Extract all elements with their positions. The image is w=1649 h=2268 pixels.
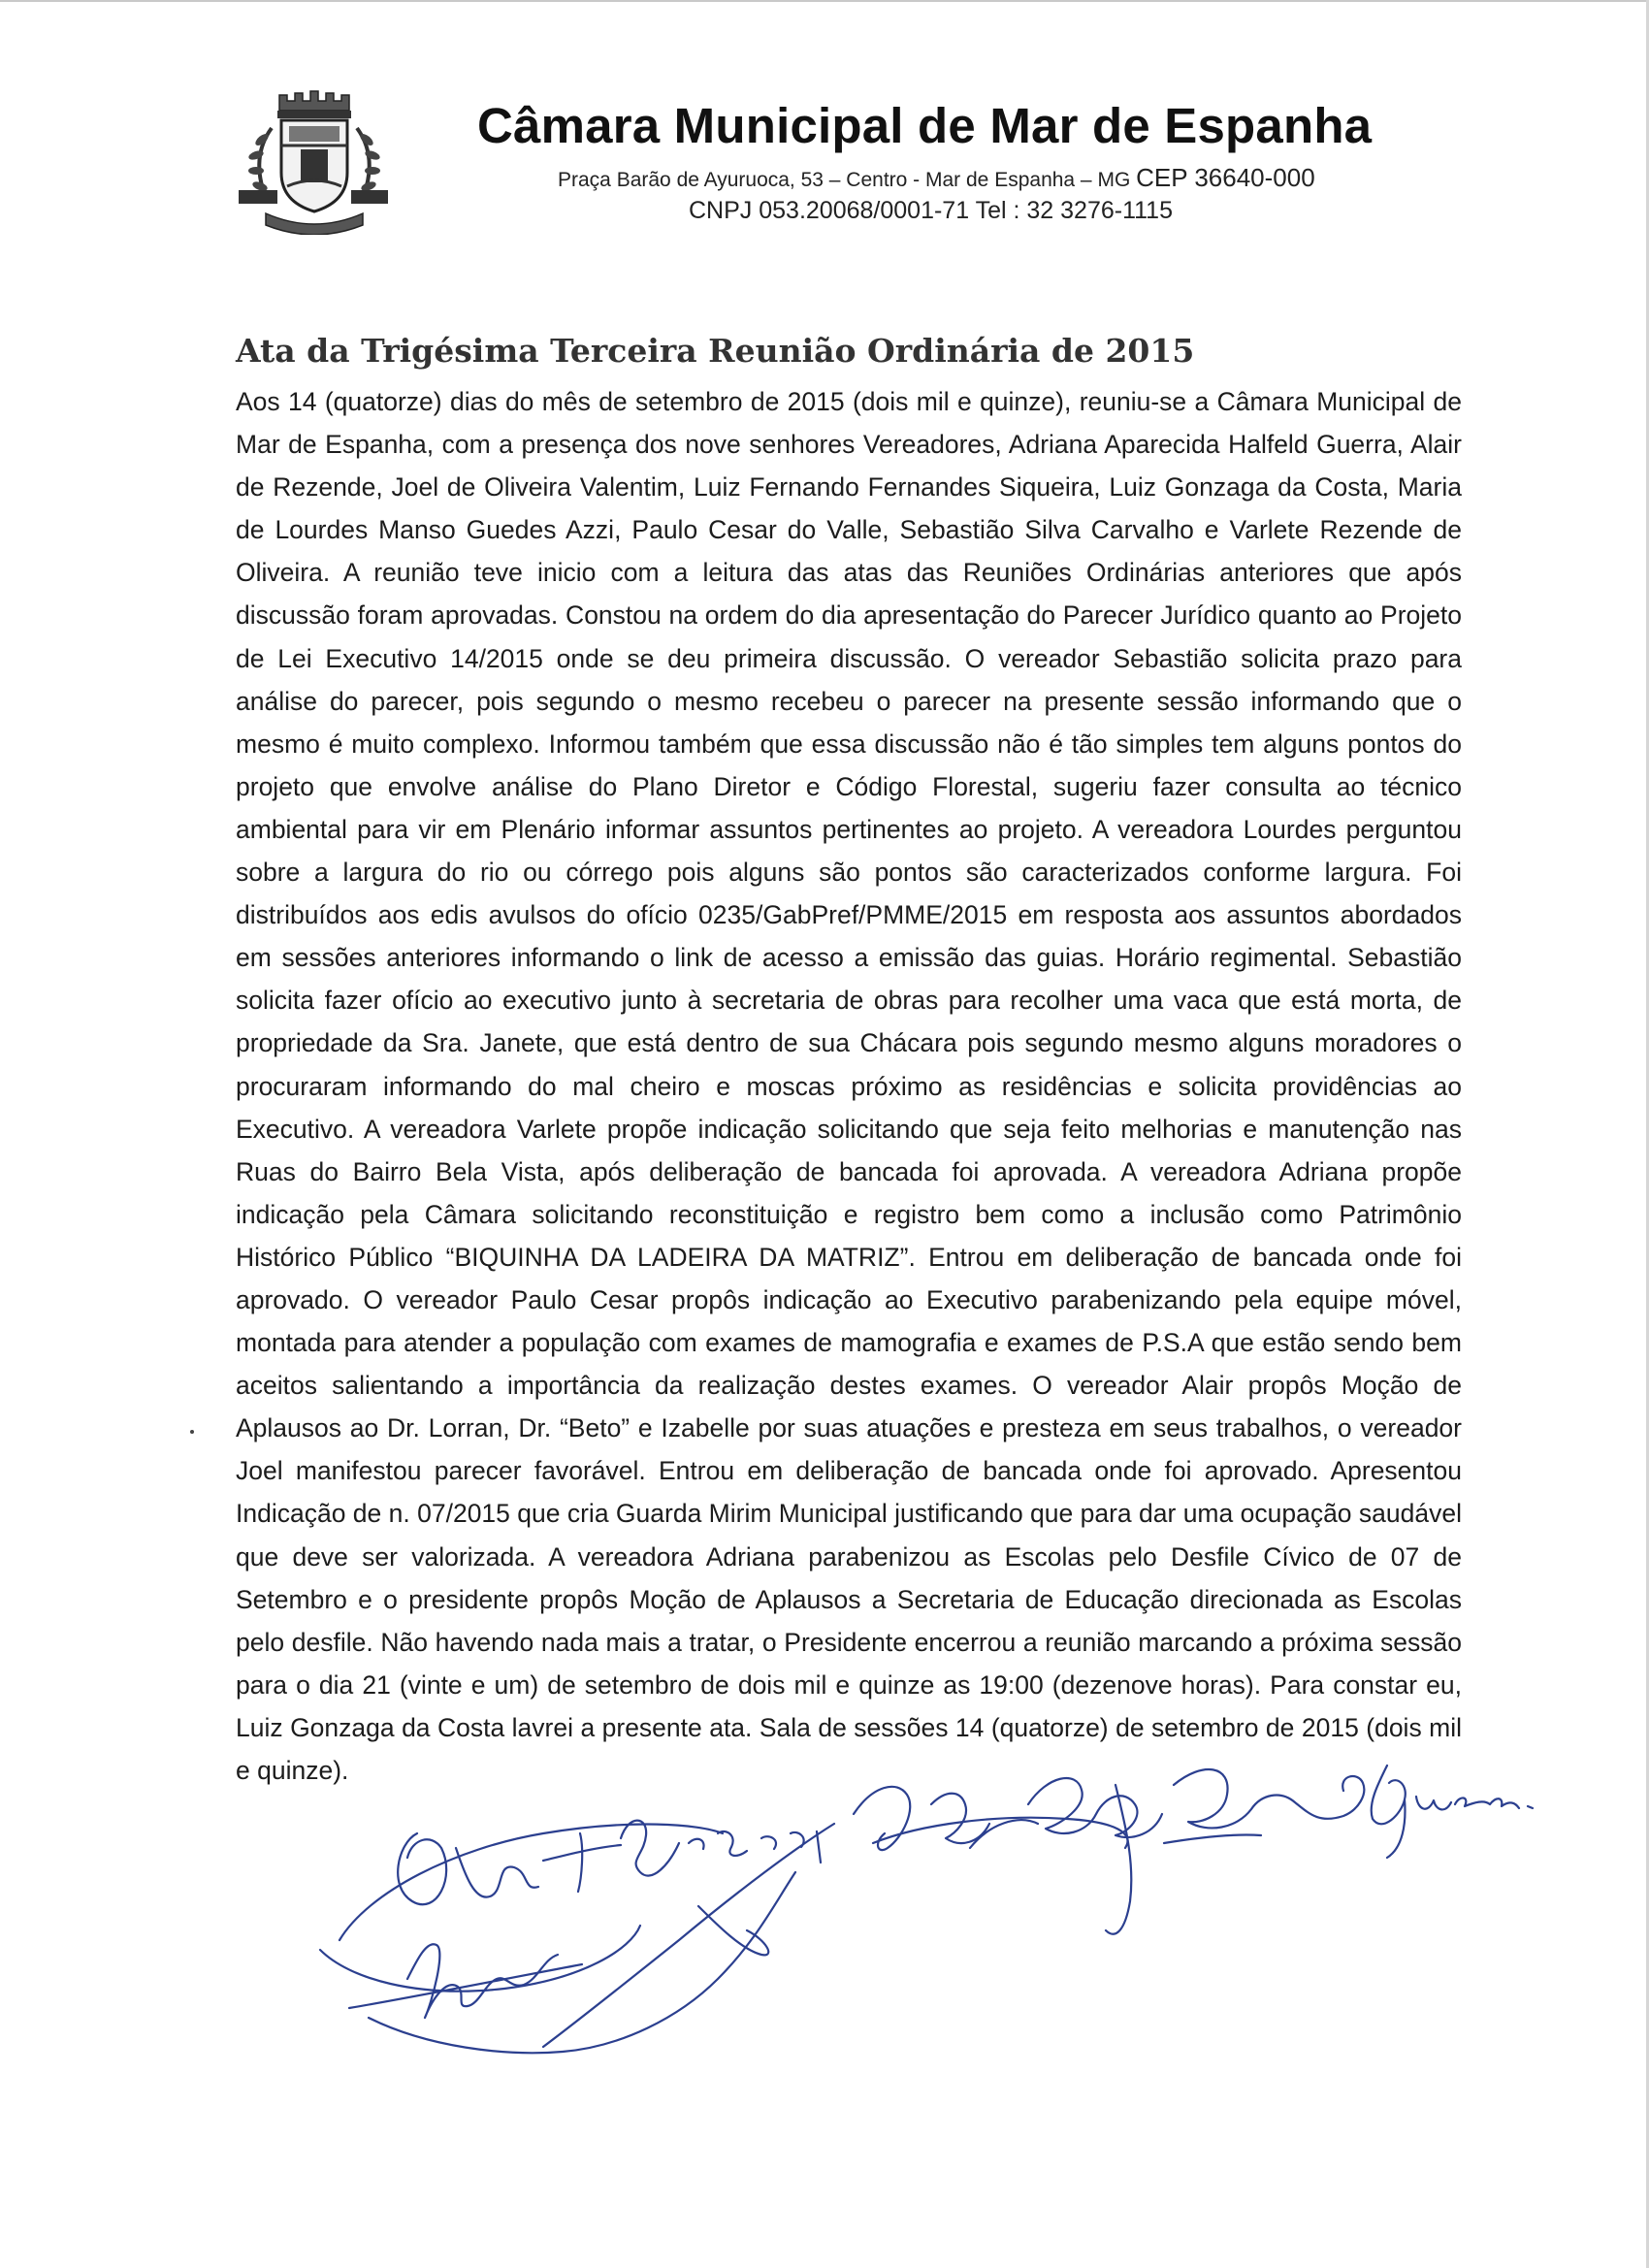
signature-stroke (621, 1821, 679, 1876)
document-title: Ata da Trigésima Terceira Reunião Ordinária de 2015 (236, 332, 1195, 370)
institution-name: Câmara Municipal de Mar de Espanha (477, 98, 1373, 153)
signature-stroke (1106, 1785, 1131, 1934)
signature-stroke (970, 1820, 1038, 1848)
institution-address (558, 163, 1315, 193)
signature-stroke (398, 1833, 446, 1904)
signature-stroke (931, 1794, 989, 1843)
signature-stroke (349, 1964, 582, 2008)
signature-stroke (698, 1906, 768, 1955)
institution-contact: CNPJ 053.20068/0001-71 Tel : 32 3276-1115 (689, 197, 1173, 224)
scan-edge (0, 0, 1649, 2)
signature-stroke (543, 1833, 621, 1892)
document-body: Aos 14 (quatorze) dias do mês de setembro de 2015 (dois mil e quinze), reuniu-se a Câmara Municipal de Mar de Espanha, com a presença dos nove senhores Vereadores, Adriana Aparecida Halfeld Guerra, Alair de Rezende, Joel de Oliveira Valentim, Luiz Fernando Fernandes Siqueira, Luiz Gonzaga da Costa, Maria de Lourdes Manso Guedes Azzi, Paulo Cesar do Valle, Sebastião Silva Carvalho e Varlete Rezende de Oliveira. A reunião teve inicio com a leitura das atas das Reuniões Ordinárias anteriores que após discussão foram aprovadas. Constou na ordem do dia apresentação do Parecer Jurídico quanto ao Projeto de Lei Executivo 14/2015 onde se deu primeira discussão. O vereador Sebastião solicita prazo para análise do parecer, pois segundo o mesmo recebeu o parecer na presente sessão informando que o mesmo é muito complexo. Informou também que essa discussão não é tão simples tem alguns pontos do projeto que envolve análise do Plano Diretor e Código Florestal, sugeriu fazer consulta ao técnico ambiental para vir em Plenário informar assuntos pertinentes ao projeto. A vereadora Lourdes perguntou sobre a largura do rio ou córrego pois alguns são pontos são caracterizados conforme largura. Foi distribuídos aos edis avulsos do ofício 0235/GabPref/PMME/2015 em resposta aos assuntos abordados em sessões anteriores informando o link de acesso a emissão das guias. Horário regimental. Sebastião solicita fazer ofício ao executivo junto à secretaria de obras para recolher uma vaca que está morta, de propriedade da Sra. Janete, que está dentro de sua Chácara pois segundo mesmo alguns moradores o procuraram informando do mal cheiro e moscas próximo as residências e solicita providências ao Executivo. A vereadora Varlete propõe indicação solicitando que seja feito melhorias e manutenção nas Ruas do Bairro Bela Vista, após deliberação de bancada foi aprovada. A vereadora Adriana propõe indicação pela Câmara solicitando reconstituição e registro bem como a inclusão como Patrimônio Histórico Público “BIQUINHA DA LADEIRA DA MATRIZ”. Entrou em deliberação de bancada onde foi aprovado. O vereador Paulo Cesar propôs indicação ao Executivo parabenizando pela equipe móvel, montada para atender a população com exames de mamografia e exames de P.S.A que estão sendo bem aceitos salientando a importância da realização destes exames. O vereador Alair propôs Moção de Aplausos ao Dr. Lorran, Dr. “Beto” e Izabelle por suas atuações e presteza em seus trabalhos, o vereador Joel manifestou parecer favorável. Entrou em deliberação de bancada onde foi aprovado. Apresentou Indicação de n. 07/2015 que cria Guarda Mirim Municipal justificando que para dar uma ocupação saudável que deve ser valorizada. A vereadora Adriana parabenizou as Escolas pelo Desfile Cívico de 07 de Setembro e o presidente propôs Moção de Aplausos a Secretaria de Educação direcionada as Escolas pelo desfile. Não havendo nada mais a tratar, o Presidente encerrou a reunião marcando a próxima sessão para o dia 21 (vinte e um) de setembro de dois mil e quinze as 19:00 (dezenove horas). Para constar eu, Luiz Gonzaga da Costa lavrei a presente ata. Sala de sessões 14 (quatorze) de setembro de 2015 (dois mil e quinze). (236, 387, 1462, 1785)
municipal-coat-of-arms-icon (233, 89, 388, 235)
signature-stroke (407, 1944, 558, 2018)
signature-stroke (320, 1926, 640, 1992)
postal-code: CEP 36640-000 (1136, 163, 1315, 192)
signature-stroke (1416, 1797, 1533, 1809)
signature-stroke (456, 1848, 538, 1897)
address-text: Praça Barão de Ayuruoca, 53 – Centro - Mar de Espanha – MG (558, 169, 1131, 191)
scan-speck (190, 1430, 194, 1434)
signature-stroke (543, 1824, 834, 2047)
signature-stroke (369, 1872, 795, 2053)
signature-stroke (689, 1831, 821, 1863)
signature-stroke (873, 1818, 1128, 1848)
signature-stroke (340, 1825, 723, 1940)
signature-stroke (854, 1787, 910, 1850)
signature-stroke (1164, 1835, 1261, 1843)
